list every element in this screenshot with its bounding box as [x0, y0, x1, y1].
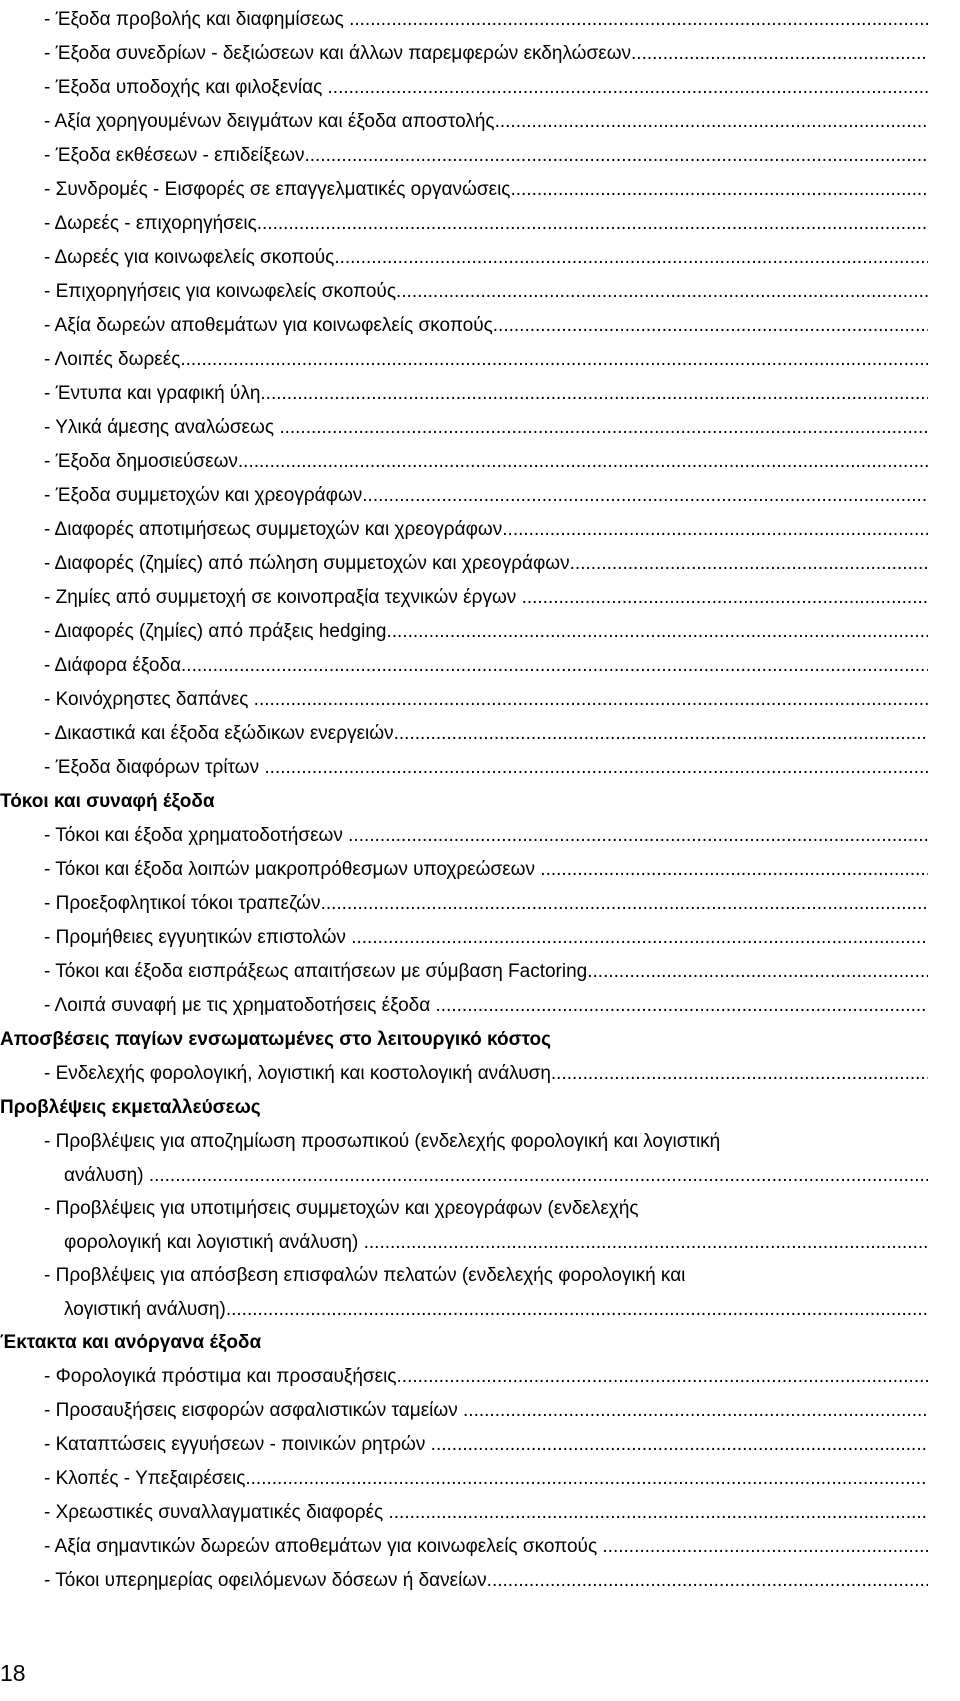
- list-item: [44, 1125, 934, 1192]
- list-item: - Έξοδα εκθέσεων - επιδείξεων .....: [44, 139, 928, 173]
- list-item: [44, 1192, 934, 1259]
- list-item: - Αξία δωρεών αποθεμάτων για κοινωφελείς σκοπούς .....: [44, 309, 928, 343]
- expense-list-interest: [0, 819, 960, 1023]
- list-item: - Αξία χορηγουμένων δειγμάτων και έξοδα αποστολής .....: [44, 105, 928, 139]
- list-item-line: - Προβλέψεις για αποζημίωση προσωπικού (ενδελεχής φορολογική και λογιστική: [44, 1131, 721, 1152]
- section-heading-provisions: Προβλέψεις εκμεταλλεύσεως: [0, 1097, 261, 1118]
- list-item: - Έξοδα υποδοχής και φιλοξενίας .....: [44, 71, 928, 105]
- section-heading-extraordinary: Έκτακτα και ανόργανα έξοδα: [0, 1332, 262, 1353]
- list-item: - Λοιπές δωρεές .....: [44, 343, 928, 377]
- list-item: - Τόκοι και έξοδα εισπράξεως απαιτήσεων με σύμβαση Factoring .....: [44, 955, 928, 989]
- expense-list-depreciation: [0, 1057, 960, 1091]
- list-item: - Λοιπά συναφή με τις χρηματοδοτήσεις έξοδα .....: [44, 989, 928, 1023]
- list-item: - Διαφορές (ζημίες) από πράξεις hedging .....: [44, 615, 928, 649]
- list-item: - Δωρεές - επιχορηγήσεις .....: [44, 207, 928, 241]
- list-item: - Έξοδα συνεδρίων - δεξιώσεων και άλλων παρεμφερών εκδηλώσεων .....: [44, 37, 928, 71]
- list-item: - Ζημίες από συμμετοχή σε κοινοπραξία τεχνικών έργων .....: [44, 581, 928, 615]
- list-item: - Κλοπές - Υπεξαιρέσεις .....: [44, 1462, 928, 1496]
- expense-list-extraordinary: [0, 1360, 960, 1598]
- list-item: - Καταπτώσεις εγγυήσεων - ποινικών ρητρών .....: [44, 1428, 928, 1462]
- expense-list-provisions: [0, 1125, 960, 1326]
- list-item: - Έξοδα προβολής και διαφημίσεως .....: [44, 3, 928, 37]
- list-item: - Υλικά άμεσης αναλώσεως .....: [44, 411, 928, 445]
- list-item: - Διαφορές αποτιμήσεως συμμετοχών και χρεογράφων .....: [44, 513, 928, 547]
- list-item: - Δωρεές για κοινωφελείς σκοπούς .....: [44, 241, 928, 275]
- list-item: - Διάφορα έξοδα .....: [44, 649, 928, 683]
- list-item: - Προμήθειες εγγυητικών επιστολών .....: [44, 921, 928, 955]
- list-item: - Κοινόχρηστες δαπάνες .....: [44, 683, 928, 717]
- list-item: - Ενδελεχής φορολογική, λογιστική και κοστολογική ανάλυση .....: [44, 1057, 928, 1091]
- list-item: - Αξία σημαντικών δωρεών αποθεμάτων για κοινωφελείς σκοπούς .....: [44, 1530, 928, 1564]
- list-item: - Έξοδα δημοσιεύσεων .....: [44, 445, 928, 479]
- list-item: - Έξοδα διαφόρων τρίτων .....: [44, 751, 928, 785]
- list-item: - Δικαστικά και έξοδα εξώδικων ενεργειών .....: [44, 717, 928, 751]
- list-item: - Προσαυξήσεις εισφορών ασφαλιστικών ταμείων .....: [44, 1394, 928, 1428]
- document-body: [0, 3, 960, 1598]
- expense-list-general: [0, 3, 960, 785]
- section-heading-interest: Τόκοι και συναφή έξοδα: [0, 791, 215, 812]
- list-item: - Προεξοφλητικοί τόκοι τραπεζών .....: [44, 887, 928, 921]
- list-item: - Επιχορηγήσεις για κοινωφελείς σκοπούς .....: [44, 275, 928, 309]
- list-item: - Τόκοι και έξοδα λοιπών μακροπρόθεσμων υποχρεώσεων .....: [44, 853, 928, 887]
- page-number: 18: [0, 1660, 26, 1686]
- list-item-line: λογιστική ανάλυση) .....: [44, 1293, 928, 1327]
- list-item: - Έξοδα συμμετοχών και χρεογράφων .....: [44, 479, 928, 513]
- list-item-line: ανάλυση) .....: [44, 1159, 928, 1193]
- list-item: [44, 1259, 934, 1326]
- list-item: - Έντυπα και γραφική ύλη .....: [44, 377, 928, 411]
- list-item: - Τόκοι υπερημερίας οφειλόμενων δόσεων ή δανείων .....: [44, 1564, 928, 1598]
- list-item: - Τόκοι και έξοδα χρηματοδοτήσεων .....: [44, 819, 928, 853]
- list-item: - Διαφορές (ζημίες) από πώληση συμμετοχών και χρεογράφων .....: [44, 547, 928, 581]
- list-item: - Χρεωστικές συναλλαγματικές διαφορές .....: [44, 1496, 928, 1530]
- list-item-line: - Προβλέψεις για υποτιμήσεις συμμετοχών και χρεογράφων (ενδελεχής: [44, 1198, 639, 1219]
- list-item-line: - Προβλέψεις για απόσβεση επισφαλών πελατών (ενδελεχής φορολογική και: [44, 1265, 686, 1286]
- list-item: - Συνδρομές - Εισφορές σε επαγγελματικές οργανώσεις .....: [44, 173, 928, 207]
- section-heading-depreciation: Αποσβέσεις παγίων ενσωματωμένες στο λειτουργικό κόστος: [0, 1029, 552, 1050]
- list-item-line: φορολογική και λογιστική ανάλυση) .....: [44, 1226, 928, 1260]
- list-item: - Φορολογικά πρόστιμα και προσαυξήσεις .....: [44, 1360, 928, 1394]
